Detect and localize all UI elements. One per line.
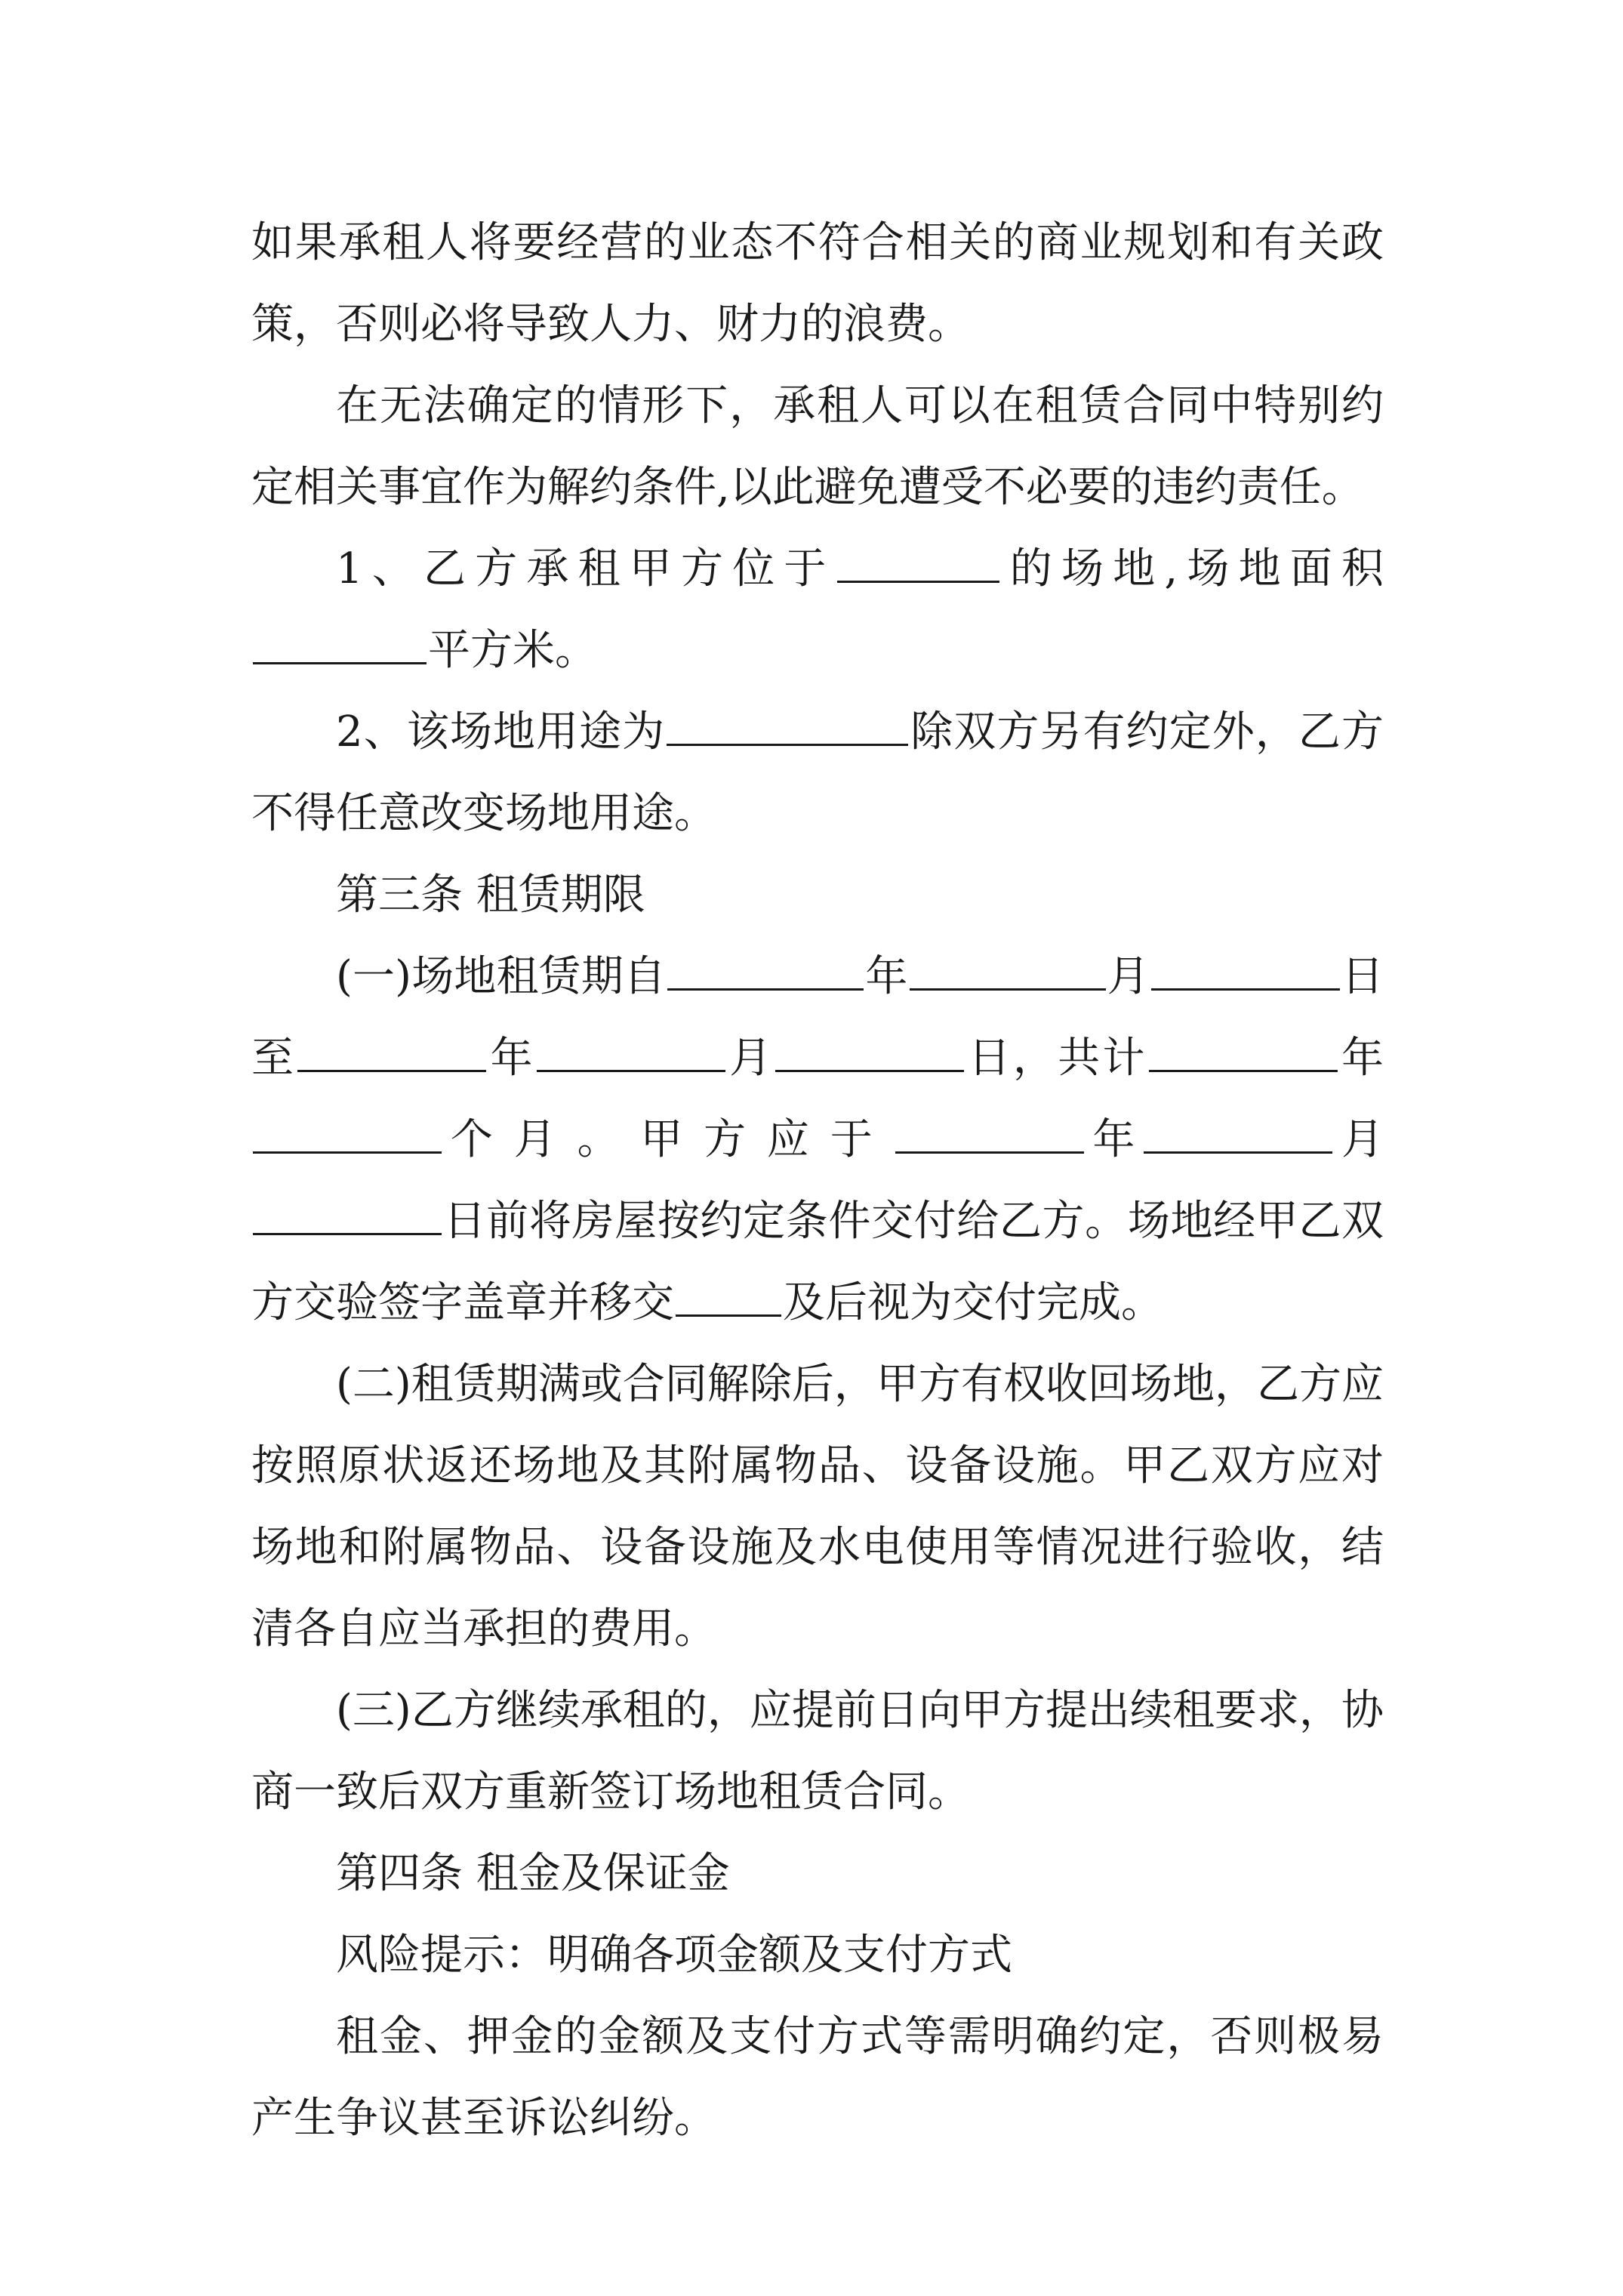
clause-1-text-b: 的场地,场地面积: [1000, 544, 1384, 593]
lease-text-m: 及后视为交付完成。: [783, 1278, 1163, 1327]
clause-2-text-a: 2、该场地用途为: [336, 707, 666, 757]
blank-site-usage: [667, 709, 908, 746]
blank-start-day: [1151, 954, 1340, 991]
lease-text-e: 年: [488, 1034, 535, 1083]
lease-text-d: 日至: [251, 952, 1384, 1083]
blank-delivery-year: [895, 1117, 1084, 1154]
clause-1-text-c: 平方米。: [428, 626, 597, 675]
blank-site-area: [253, 627, 427, 664]
heading-article-3: 第三条 租赁期限: [336, 871, 645, 920]
clause-2-text-b: 除双方另有约定外，乙方不得任意改变场地用途。: [251, 707, 1384, 838]
lease-text-f: 月: [726, 1034, 775, 1083]
lease-text-b: 年: [865, 952, 908, 1001]
blank-start-year: [667, 954, 864, 991]
blank-handover-item: [676, 1280, 781, 1317]
blank-start-month: [910, 954, 1106, 991]
lease-text-l: 日前将房屋按约定条件交付给乙方。场地经甲乙双方交验签字盖章并移交: [251, 1197, 1384, 1327]
lease-text-h: 年: [1338, 1034, 1384, 1083]
blank-delivery-day: [253, 1198, 442, 1235]
blank-total-months: [253, 1117, 442, 1154]
paragraph-rent-deposit: 租金、押金的金额及支付方式等需明确约定，否则极易产生争议甚至诉讼纠纷。: [251, 2012, 1384, 2143]
clause-2-site-usage: [251, 692, 1384, 855]
lease-text-j: 年: [1085, 1115, 1143, 1164]
lease-text-a: (一)场地租赁期自: [336, 952, 667, 1001]
heading-article-4: 第四条 租金及保证金: [336, 1849, 730, 1898]
blank-total-years: [1149, 1035, 1338, 1072]
lease-text-i: 个月。甲方应于: [443, 1115, 894, 1164]
risk-notice: 风险提示：明确各项金额及支付方式: [336, 1931, 1012, 1980]
clause-1-text-a: 1、乙方承租甲方位于: [336, 544, 836, 593]
lease-text-g: 日，共计: [965, 1034, 1147, 1083]
clause-lease-renewal: (三)乙方继续承租的，应提前日向甲方提出续租要求，协商一致后双方重新签订场地租赁合同。: [251, 1686, 1384, 1817]
blank-site-location: [837, 546, 999, 583]
clause-1-site-location: [251, 529, 1384, 692]
document-body: [251, 202, 1384, 2159]
clause-lease-expiry: (二)租赁期满或合同解除后，甲方有权收回场地，乙方应按照原状返还场地及其附属物品、设备设施。甲乙双方应对场地和附属物品、设备设施及水电使用等情况进行验收，结清各自应当承担的费用。: [251, 1360, 1384, 1653]
lease-text-c: 月: [1107, 952, 1150, 1001]
paragraph-termination-condition: 在无法确定的情形下，承租人可以在租赁合同中特别约定相关事宜作为解约条件,以此避免遭受不必要的违约责任。: [251, 381, 1384, 512]
blank-end-day: [775, 1035, 964, 1072]
clause-lease-term: [251, 936, 1384, 1344]
lease-text-k: 月: [1334, 1115, 1384, 1164]
blank-end-year: [297, 1035, 486, 1072]
blank-end-month: [537, 1035, 725, 1072]
blank-delivery-month: [1144, 1117, 1332, 1154]
paragraph-business-policy: 如果承租人将要经营的业态不符合相关的商业规划和有关政策，否则必将导致人力、财力的浪费。: [251, 218, 1384, 349]
